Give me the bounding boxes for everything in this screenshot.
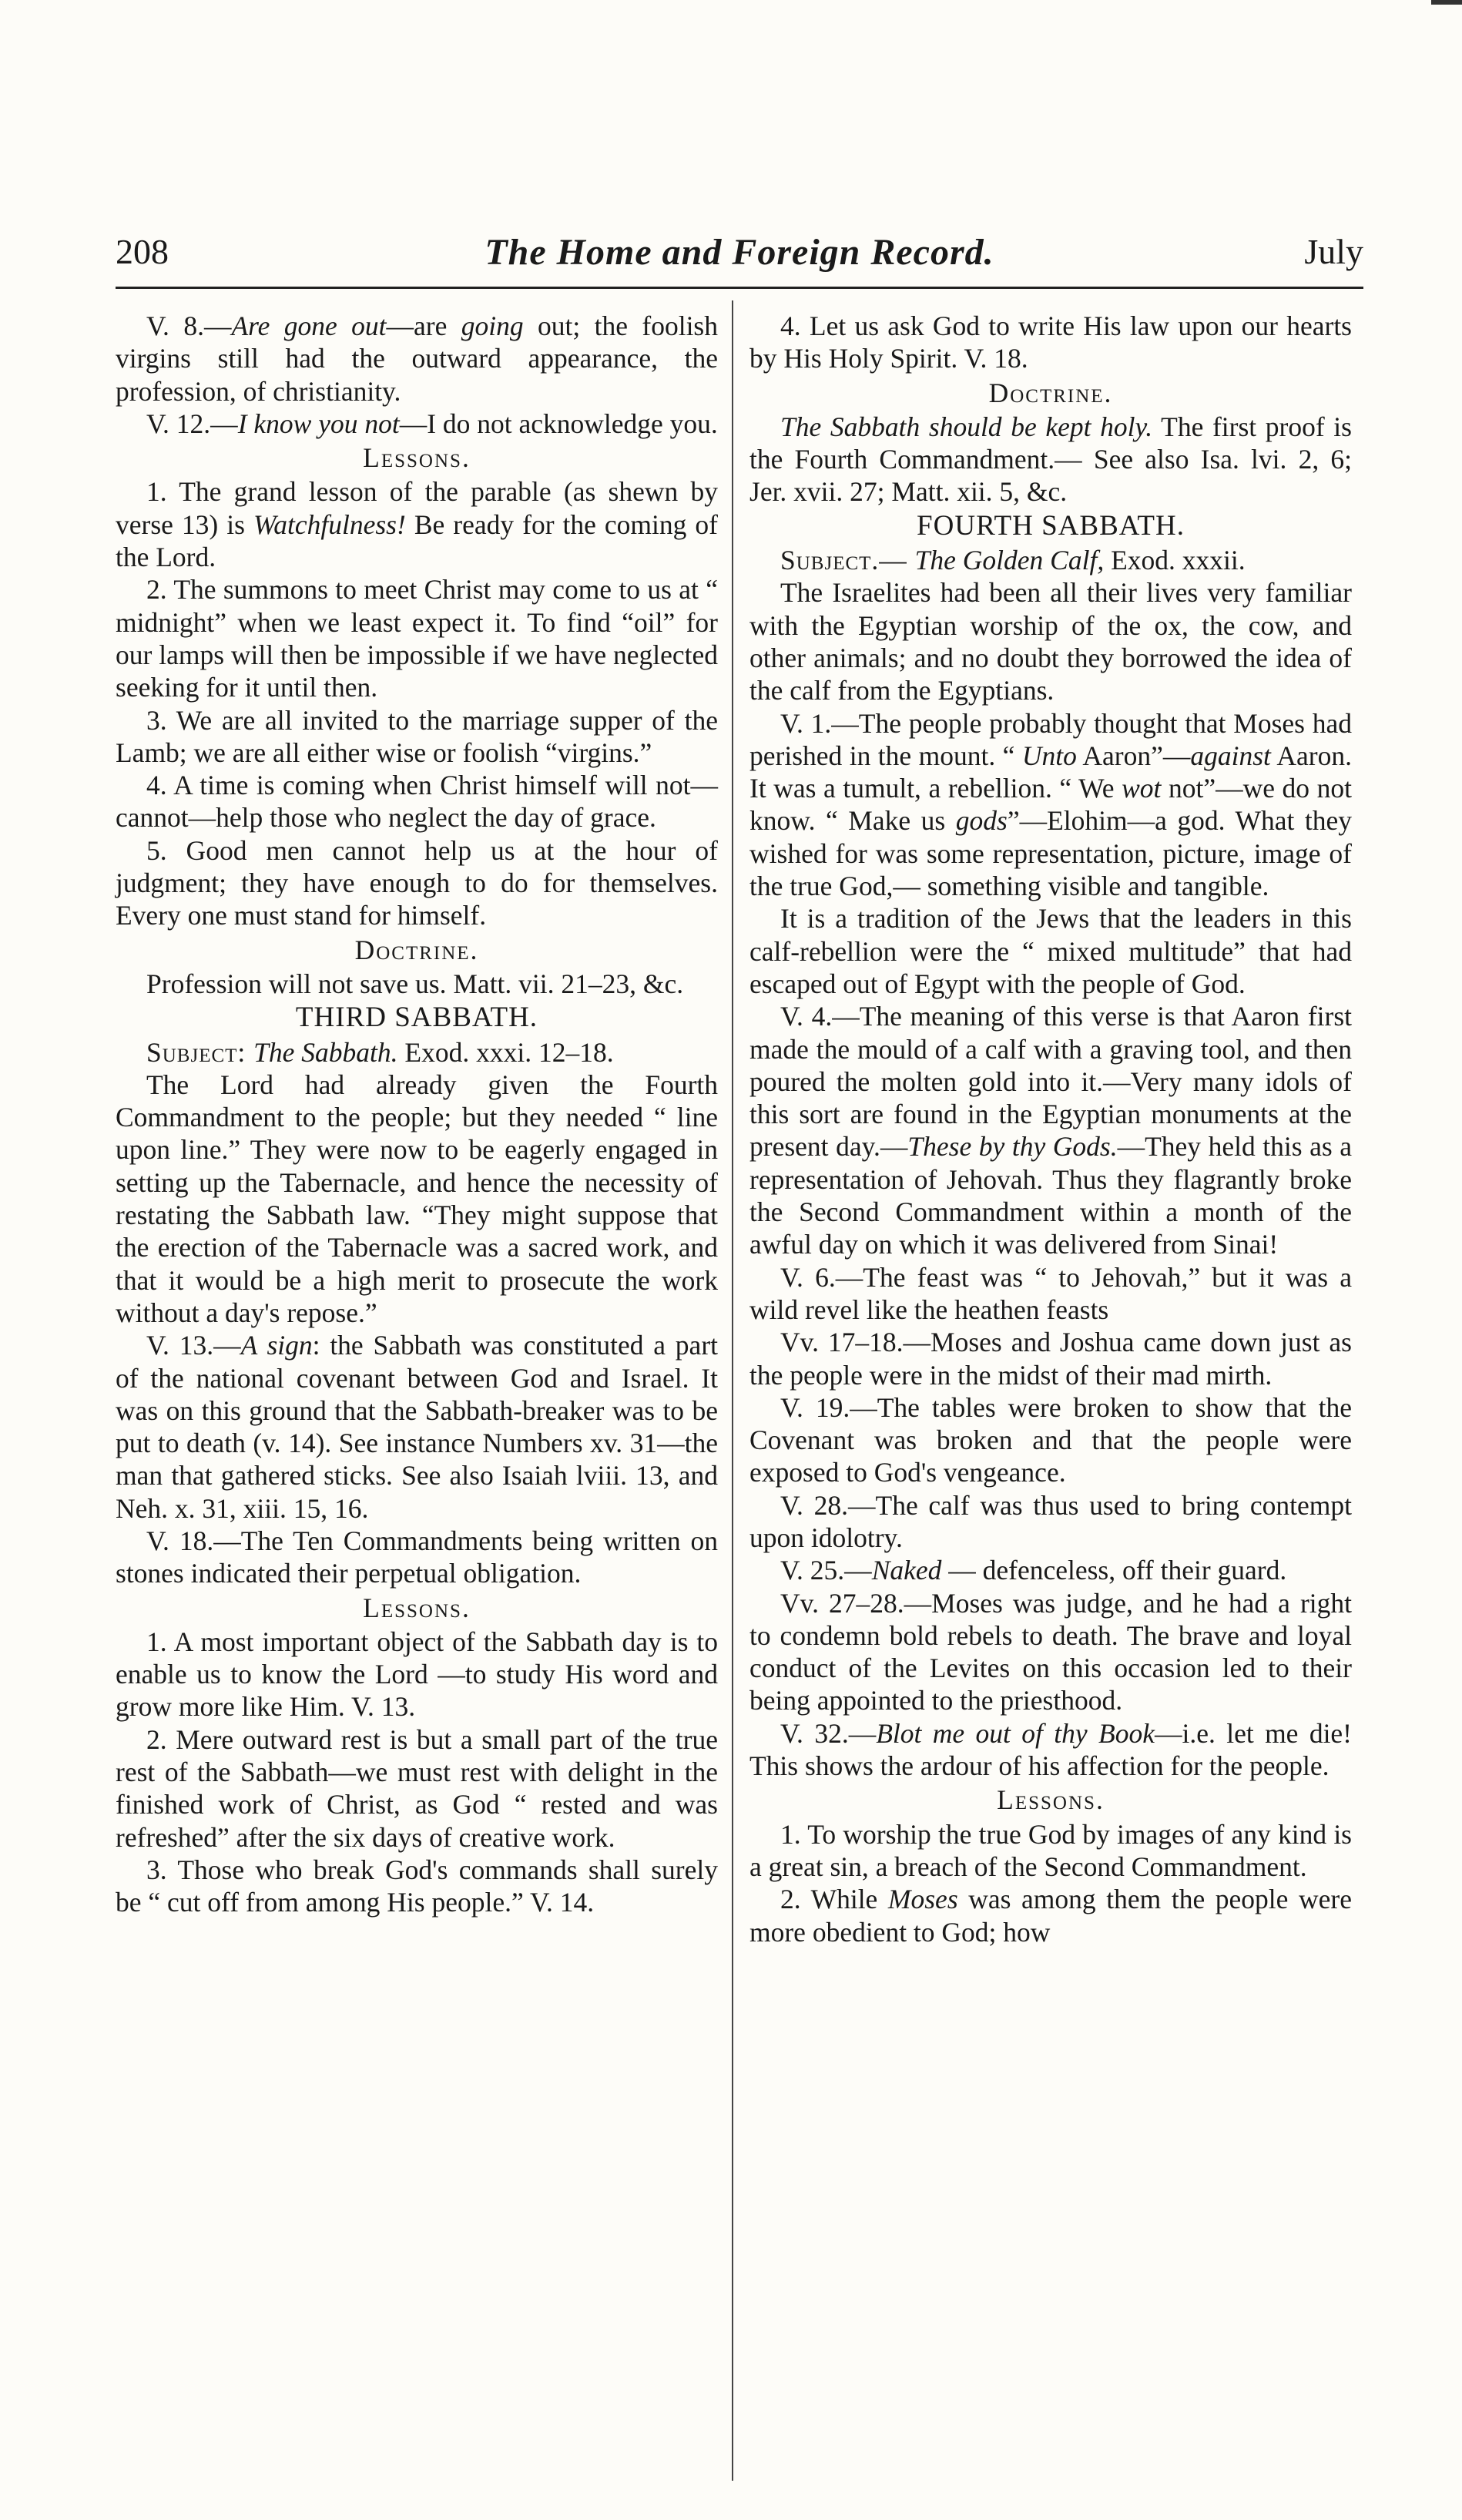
page-header <box>116 231 1363 277</box>
paragraph: The Israelites had been all their lives very familiar with the Egyptian worship of the ox, the cow, and other animals; and no doubt they borrowed the idea of the calf from the Egyptians. <box>749 577 1352 706</box>
list-item: 5. Good men cannot help us at the hour of judgment; they have enough to do for themselves. Every one must stand for himself. <box>116 834 718 931</box>
paragraph: V. 12.—I know you not—I do not acknowledge you. <box>146 408 718 439</box>
paragraph: V. 6.—The feast was “ to Jehovah,” but it was a wild revel like the heathen feasts <box>749 1261 1352 1325</box>
paragraph: Vv. 27–28.—Moses was judge, and he had a right to condemn bold rebels to death. The brave and loyal conduct of the Levites on this occasion led to their being appointed to the priesthood. <box>749 1587 1352 1716</box>
running-title: The Home and Foreign Record. <box>485 232 994 273</box>
paragraph: V. 1.—The people probably thought that Moses had perished in the mount. “ Unto Aaron”—against Aaron. It was a tumult, a rebellion. “ We wot not”—we do not know. “ Make us gods”—Elohim—a god. What they wished for was some representation, picture, image of the true God,— something visible and tangible. <box>749 707 1352 902</box>
list-item: 4. A time is coming when Christ himself will not—cannot—help those who neglect the day of grace. <box>116 770 718 834</box>
paragraph: V. 28.—The calf was thus used to bring contempt upon idolotry. <box>749 1489 1352 1553</box>
paragraph: V. 18.—The Ten Commandments being written on stones indicated their perpetual obligation. <box>116 1525 718 1589</box>
section-heading: Lessons. <box>363 1592 471 1623</box>
paragraph: Profession will not save us. Matt. vii. 21–23, &c. <box>146 968 684 999</box>
list-item: 2. The summons to meet Christ may come to us at “ midnight” when we least expect it. To find “oil” for our lamps will then be impossible if we have neglected seeking for it until then. <box>116 574 718 703</box>
section-heading: Doctrine. <box>354 934 479 965</box>
paragraph: V. 32.—Blot me out of thy Book—i.e. let me die! This shows the ardour of his affection for the people. <box>749 1717 1353 1782</box>
list-item: 1. The grand lesson of the parable (as shewn by verse 13) is Watchfulness! Be ready for the coming of the Lord. <box>116 476 718 573</box>
subject-line: Subject: The Sabbath. Exod. xxxi. 12–18. <box>146 1036 614 1068</box>
edge-mark <box>1431 0 1462 5</box>
paragraph: V. 4.—The meaning of this verse is that Aaron first made the mould of a calf with a graving tool, and then poured the molten gold into it.—Very many idols of this sort are found in the Egyptian monuments at the present day.—These by thy Gods.—They held this as a representation of Jehovah. Thus they flagrantly broke the Second Commandment within a month of the awful day on which it was delivered from Sinai! <box>749 1001 1353 1260</box>
left-column <box>116 310 718 1919</box>
section-heading: Doctrine. <box>988 377 1113 408</box>
list-item: 2. Mere outward rest is but a small part of the true rest of the Sabbath—we must rest with delight in the finished work of Christ, as God “ rested and was refreshed” after the six days of creative work. <box>116 1723 718 1853</box>
list-item: 1. A most important object of the Sabbath day is to enable us to know the Lord —to study His word and grow more like Him. V. 13. <box>116 1626 718 1723</box>
list-item: 4. Let us ask God to write His law upon our hearts by His Holy Spirit. V. 18. <box>749 310 1352 374</box>
list-item: 1. To worship the true God by images of any kind is a great sin, a breach of the Second Commandment. <box>749 1818 1352 1882</box>
paragraph: V. 25.—Naked — defenceless, off their guard. <box>780 1555 1287 1586</box>
page-number: 208 <box>116 232 169 271</box>
list-item: 3. Those who break God's commands shall surely be “ cut off from among His people.” V. 14. <box>116 1854 718 1918</box>
list-item: 3. We are all invited to the marriage supper of the Lamb; we are all either wise or foolish “virgins.” <box>116 704 718 768</box>
paragraph: V. 13.—A sign: the Sabbath was constituted a part of the national covenant between God and Israel. It was on this ground that the Sabbath-breaker was to be put to death (v. 14). See instance Numbers xv. 31—the man that gathered sticks. See also Isaiah lviii. 13, and Neh. x. 31, xiii. 15, 16. <box>116 1330 719 1524</box>
column-divider <box>732 300 733 2481</box>
paragraph: V. 19.—The tables were broken to show that the Covenant was broken and that the people were exposed to God's vengeance. <box>749 1391 1352 1488</box>
paragraph: The Sabbath should be kept holy. The first proof is the Fourth Commandment.— See also Isa. lvi. 2, 6; Jer. xvii. 27; Matt. xii. 5, &c. <box>749 411 1352 508</box>
right-column <box>749 310 1352 1948</box>
list-item: 2. While Moses was among them the people were more obedient to God; how <box>749 1884 1352 1948</box>
running-month: July <box>1304 232 1363 271</box>
paragraph: V. 8.—Are gone out—are going out; the foolish virgins still had the outward appearance, the profession, of christianity. <box>116 310 719 407</box>
section-heading: Lessons. <box>363 442 471 474</box>
subject-line: Subject.— The Golden Calf, Exod. xxxii. <box>780 545 1246 576</box>
paragraph: The Lord had already given the Fourth Commandment to the people; but they needed “ line upon line.” They were now to be eagerly engaged in setting up the Tabernacle, and hence the necessity of restating the Sabbath law. “They might suppose that the erection of the Tabernacle was a sacred work, and that it would be a high merit to prosecute the work without a day's repose.” <box>116 1069 718 1328</box>
header-rule <box>116 287 1363 289</box>
paragraph: It is a tradition of the Jews that the leaders in this calf-rebellion were the “ mixed multitude” that had escaped out of Egypt with the people of God. <box>749 903 1352 999</box>
paragraph: Vv. 17–18.—Moses and Joshua came down just as the people were in the midst of their mad mirth. <box>749 1327 1352 1391</box>
sabbath-heading: FOURTH SABBATH. <box>917 509 1185 542</box>
sabbath-heading: THIRD SABBATH. <box>295 1002 538 1034</box>
section-heading: Lessons. <box>997 1784 1105 1816</box>
